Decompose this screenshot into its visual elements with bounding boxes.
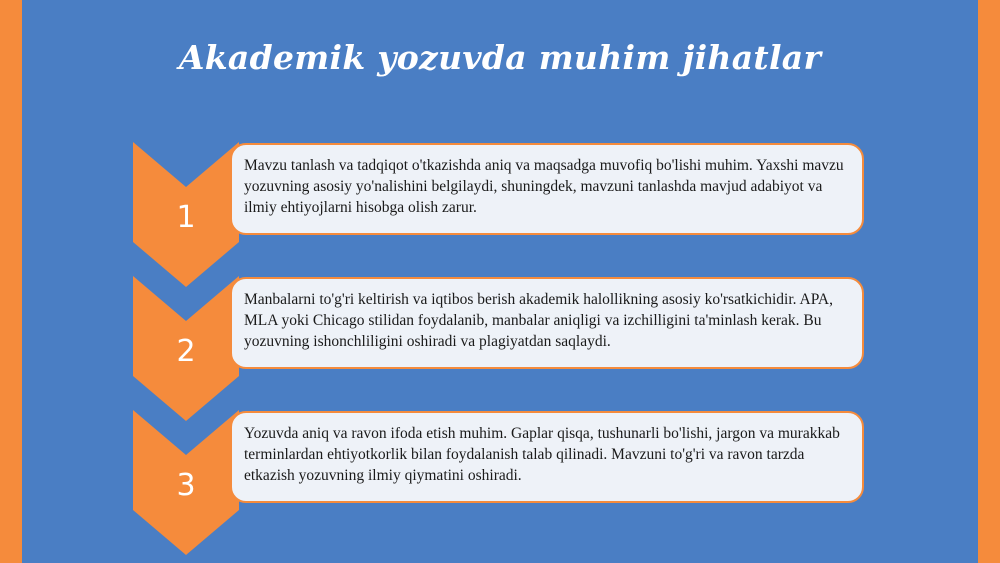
slide-title: Akademik yozuvda muhim jihatlar [178, 38, 822, 77]
right-accent-bar [978, 0, 1000, 563]
left-accent-bar [0, 0, 22, 563]
step-3-number: 3 [176, 468, 196, 503]
step-1-card [230, 143, 864, 235]
step-1-chevron-icon [133, 142, 239, 287]
step-3-card [230, 411, 864, 503]
step-1-text: Mavzu tanlash va tadqiqot o'tkazishda aniq va maqsadga muvofiq bo'lishi muhim. Yaxshi mavzu yozuvning asosiy yo'nalishini belgilaydi, shuningdek, mavzuni tanlashda mavjud adabiyot va ilmiy ehtiyojlarni hisobga olish zarur. [244, 157, 844, 216]
step-2-card [230, 277, 864, 369]
step-2-text: Manbalarni to'g'ri keltirish va iqtibos berish akademik halollikning asosiy ko'rsatkichidir. APA, MLA yoki Chicago stilidan foydalanib, manbalar aniqligi va izchilligini ta'minlash kerak. Bu yozuvning ishonchliligini oshiradi va plagiyatdan saqlaydi. [244, 291, 833, 350]
step-2-number: 2 [176, 334, 196, 369]
step-3-text: Yozuvda aniq va ravon ifoda etish muhim. Gaplar qisqa, tushunarli bo'lishi, jargon va murakkab terminlardan ehtiyotkorlik bilan foydalanish talab qilinadi. Mavzuni to'g'ri va ravon tarzda etkazish yozuvning ilmiy qiymatini oshiradi. [244, 425, 840, 484]
step-2-chevron-icon [133, 276, 239, 421]
step-1-number: 1 [176, 200, 196, 235]
step-3-chevron-icon [133, 410, 239, 555]
